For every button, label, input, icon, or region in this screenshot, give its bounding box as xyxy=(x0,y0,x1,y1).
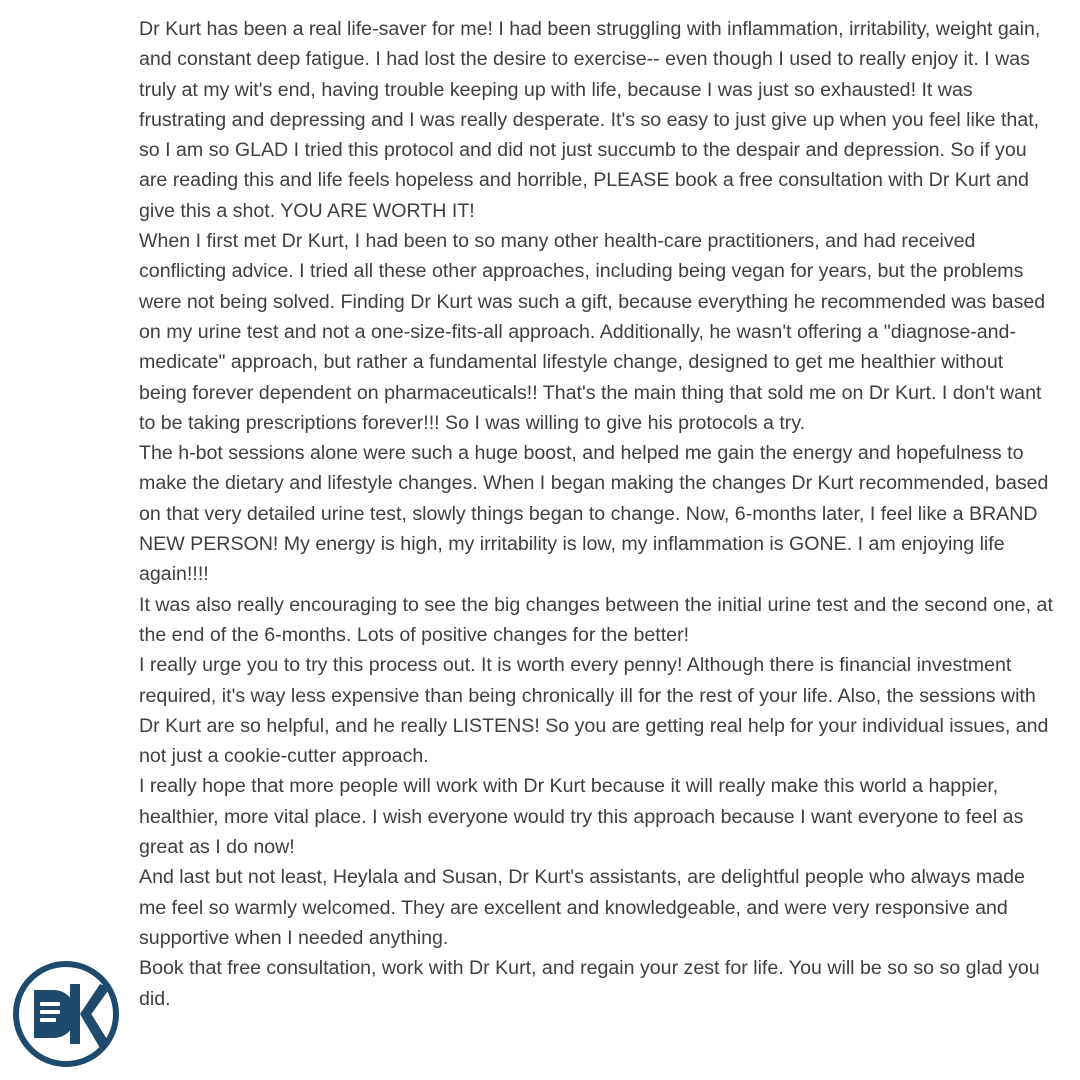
paragraph-6: I really hope that more people will work with Dr Kurt because it will really make this world a happier, healthier, more vital place. I wish everyone would try this approach because I want everyone to feel as great as I do now! xyxy=(139,775,1024,859)
paragraph-1: Dr Kurt has been a real life-saver for me! I had been struggling with inflammation, irritability, weight gain, and constant deep fatigue. I had lost the desire to exercise-- even though I used to really enjoy it. I was truly at my wit's end, having trouble keeping up with life, because I was just so exhausted! It was frustrating and depressing and I was really desperate. It's so easy to just give up when you feel like that, so I am so GLAD I tried this protocol and did not just succumb to the despair and depression. So if you are reading this and life feels hopeless and horrible, PLEASE book a free consultation with Dr Kurt and give this a shot. YOU ARE WORTH IT! xyxy=(139,18,1041,222)
testimonial-text xyxy=(139,14,1055,1014)
paragraph-7: And last but not least, Heylala and Susan, Dr Kurt's assistants, are delightful people who always made me feel so warmly welcomed. They are excellent and knowledgeable, and were very responsive and supportive when I needed anything. xyxy=(139,866,1025,949)
paragraph-8: Book that free consultation, work with Dr Kurt, and regain your zest for life. You will be so so so glad you did. xyxy=(139,957,1040,1010)
paragraph-2: When I first met Dr Kurt, I had been to so many other health-care practitioners, and had received conflicting advice. I tried all these other approaches, including being vegan for years, but the problems were not being solved. Finding Dr Kurt was such a gift, because everything he recommended was based on my urine test and not a one-size-fits-all approach. Additionally, he wasn't offering a "diagnose-and-medicate" approach, but rather a fundamental lifestyle change, designed to get me healthier without being forever dependent on pharmaceuticals!! That's the main thing that sold me on Dr Kurt. I don't want to be taking prescriptions forever!!! So I was willing to give his protocols a try. xyxy=(139,230,1046,434)
paragraph-4: It was also really encouraging to see the big changes between the initial urine test and the second one, at the end of the 6-months. Lots of positive changes for the better! xyxy=(139,593,1053,646)
paragraph-3: The h-bot sessions alone were such a huge boost, and helped me gain the energy and hopefulness to make the dietary and lifestyle changes. When I began making the changes Dr Kurt recommended, based on that very detailed urine test, slowly things began to change. Now, 6-months later, I feel like a BRAND NEW PERSON! My energy is high, my irritability is low, my inflammation is GONE. I am enjoying life again!!!! xyxy=(139,442,1049,586)
paragraph-5: I really urge you to try this process out. It is worth every penny! Although there is financial investment required, it's way less expensive than being chronically ill for the rest of your life. Also, the sessions with Dr Kurt are so helpful, and he really LISTENS! So you are getting real help for your individual issues, and not just a cookie-cutter approach. xyxy=(139,654,1049,768)
dk-logo-icon xyxy=(12,960,120,1068)
